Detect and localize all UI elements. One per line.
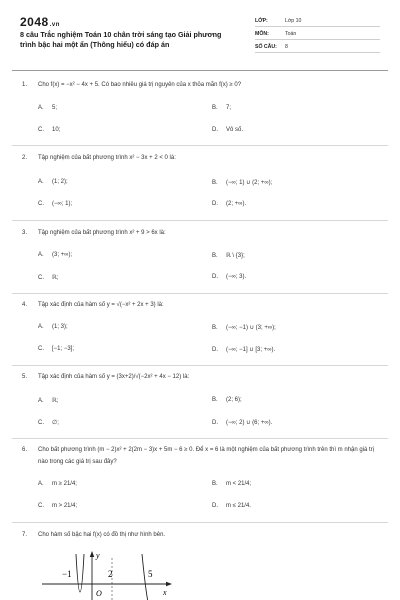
parabola-graph [30,550,190,600]
option-c[interactable]: C. ℝ; [38,275,59,281]
option-c[interactable]: C. 10; [38,127,61,133]
question-number: 3. [22,230,28,236]
option-d[interactable]: D. (−∞; 3). [212,274,247,280]
meta-divider [255,52,380,53]
meta-count: SỐ CÂU: 8 [255,44,288,50]
meta-subject: MÔN: Toán [255,31,297,37]
option-b[interactable]: B. (2; 6); [212,397,242,403]
option-a[interactable]: A. (3; +∞); [38,252,73,258]
option-d[interactable]: D. (−∞; 2) ∪ (6; +∞). [212,420,273,426]
parabola-left-branch [76,554,84,592]
option-c[interactable]: C. [−1; −3]; [38,346,75,352]
option-b[interactable]: B. (−∞; 1) ∪ (2; +∞); [212,180,273,186]
question-number: 5. [22,374,28,380]
question-number: 4. [22,302,28,308]
document-title: 8 câu Trắc nghiệm Toán 10 chân trời sáng tạo Giải phương trình bậc hai một ẩn (Thông hiểu) có đáp án [20,30,222,49]
question-divider [12,220,388,221]
option-a[interactable]: A. (1; 3); [38,324,68,330]
meta-class: LỚP: Lớp 10 [255,18,302,24]
option-c[interactable]: C. (−∞; 1); [38,201,73,207]
question-text: Cho bất phương trình (m − 2)x² + 2(2m − 3)x + 5m − 6 ≥ 0. Để x = 6 là một nghiệm của bất phương trình trên thì m nhận giá trị nào trong các giá trị sau đây? [38,447,375,465]
question-number: 1. [22,82,28,88]
option-b[interactable]: B. m < 21/4; [212,481,252,487]
option-b[interactable]: B. ℝ \ {3}; [212,253,245,259]
question-text: Tập nghiệm của bất phương trình x² − 3x + 2 < 0 là: [38,155,176,161]
option-d[interactable]: D. (2; +∞). [212,201,247,207]
option-b[interactable]: B. (−∞; −1) ∪ (3; +∞); [212,325,276,331]
tick-label-neg1: −1 [62,569,72,579]
option-d[interactable]: D. Vô số. [212,127,244,133]
option-d[interactable]: D. (−∞; −1] ∪ [3; +∞). [212,347,276,353]
option-a[interactable]: A. (1; 2); [38,179,68,185]
y-axis-arrow [90,551,94,557]
question-text: Tập xác định của hàm số y = (3x+2)/√(−2x² + 4x − 12) là: [38,374,190,380]
x-axis-label: x [163,588,167,597]
tick-label-2: 2 [108,569,113,579]
option-a[interactable]: A. ℝ; [38,398,59,404]
question-number: 2. [22,155,28,161]
option-c[interactable]: C. m > 21/4; [38,503,78,509]
question-divider [12,145,388,146]
header-divider [12,70,388,71]
question-divider [12,438,388,439]
x-axis-arrow [166,582,172,586]
option-c[interactable]: C. ∅; [38,420,59,426]
site-logo[interactable]: 2048.vn [20,15,60,29]
option-b[interactable]: B. 7; [212,105,232,111]
question-text: Tập xác định của hàm số y = √(−x² + 2x + 3) là: [38,302,164,308]
question-number: 7. [22,532,28,538]
option-a[interactable]: A. 5; [38,105,58,111]
page-header [0,0,400,64]
option-d[interactable]: D. m ≤ 21/4. [212,503,251,509]
meta-divider [255,39,380,40]
question-number: 6. [22,447,28,453]
option-a[interactable]: A. m ≥ 21/4; [38,481,77,487]
y-axis-label: y [96,551,100,560]
question-divider [12,365,388,366]
question-divider [12,522,388,523]
question-text: Tập nghiệm của bất phương trình x² + 9 > 6x là: [38,230,166,236]
question-text: Cho hàm số bậc hai f(x) có đồ thị như hình bên. [38,532,166,538]
question-text: Cho f(x) = −x² − 4x + 5. Có bao nhiêu giá trị nguyên của x thỏa mãn f(x) ≥ 0? [38,82,242,88]
question-divider [12,293,388,294]
origin-label: O [96,589,102,598]
meta-divider [255,26,380,27]
tick-label-5: 5 [148,569,153,579]
